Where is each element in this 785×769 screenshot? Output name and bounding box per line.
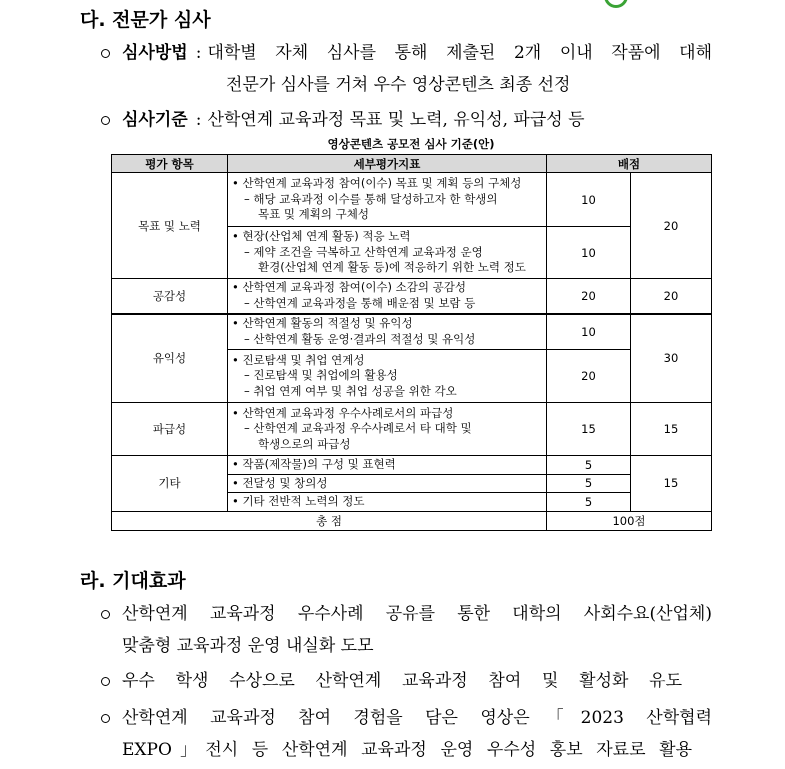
circle-bullet-icon: [97, 40, 113, 66]
indicator-cell: [228, 173, 547, 227]
score-cell: 10: [547, 314, 631, 350]
header-category: 평가 항목: [112, 155, 228, 173]
score-cell: 5: [547, 456, 631, 475]
indicator-cell: [228, 314, 547, 350]
category-cell: 공감성: [112, 279, 228, 314]
score-cell: 5: [547, 474, 631, 493]
indicator-dash: – 취업 연계 여부 및 취업 성공을 위한 각오: [244, 383, 457, 398]
indicator-bullet: • 기타 전반적 노력의 정도: [232, 494, 365, 508]
table-caption: 영상콘텐츠 공모전 심사 기준(안): [327, 137, 495, 151]
indicator-cell: [228, 474, 547, 493]
indicator-dash: – 제약 조건을 극복하고 산학연계 교육과정 운영: [244, 244, 483, 259]
circle-bullet-icon: [97, 601, 113, 627]
review-method-text: 대학별 자체 심사를 통해 제출된 2개 이내 작품에 대해: [207, 43, 712, 63]
table-row: [112, 173, 712, 227]
category-cell: 목표 및 노력: [112, 173, 228, 279]
score-cell: 20: [547, 350, 631, 403]
header-indicator: 세부평가지표: [228, 155, 547, 173]
indicator-cont: 학생으로의 파급성: [258, 436, 351, 451]
effect-item-3-line2: EXPO」전시 등 산학연계 교육과정 운영 우수성 홍보 자료로 활용: [122, 740, 692, 760]
table-row: [112, 314, 712, 350]
section-heading-effects: 라. 기대효과: [80, 570, 186, 592]
indicator-cell: [228, 227, 547, 279]
indicator-bullet: • 작품(제작물)의 구성 및 표현력: [232, 457, 396, 471]
indicator-bullet: • 산학연계 교육과정 참여(이수) 목표 및 계획 등의 구체성: [232, 176, 522, 191]
total-cell: 20: [631, 279, 712, 314]
total-label: 총 점: [112, 511, 547, 530]
total-cell: 15: [631, 403, 712, 456]
indicator-cell: [228, 456, 547, 475]
logo-icon: [604, 0, 628, 8]
indicator-dash: – 산학연계 교육과정 우수사례로서 타 대학 및: [244, 421, 472, 436]
total-cell: 20: [631, 173, 712, 279]
table-row: [112, 403, 712, 456]
indicator-bullet: • 전달성 및 창의성: [232, 475, 328, 490]
indicator-bullet: • 진로탐색 및 취업 연계성: [232, 352, 365, 367]
indicator-dash: – 해당 교육과정 이수를 통해 달성하고자 한 학생의: [244, 191, 498, 206]
indicator-bullet: • 산학연계 교육과정 우수사례로서의 파급성: [232, 405, 454, 420]
review-method-line1: [122, 40, 712, 66]
score-cell: 5: [547, 493, 631, 512]
effect-item-3-line1: 산학연계 교육과정 참여 경험을 담은 영상은「2023 산학협력: [122, 708, 712, 728]
indicator-bullet: • 현장(산업체 연계 활동) 적응 노력: [232, 229, 411, 244]
table-row: [112, 279, 712, 314]
review-method-colon: :: [195, 43, 202, 63]
indicator-cell: [228, 403, 547, 456]
review-criteria-text: 산학연계 교육과정 목표 및 노력, 유익성, 파급성 등: [207, 110, 585, 130]
header-score: 배점: [547, 155, 712, 173]
indicator-bullet: • 산학연계 교육과정 참여(이수) 소감의 공감성: [232, 280, 466, 295]
indicator-cell: [228, 350, 547, 403]
indicator-cell: [228, 279, 547, 314]
criteria-table: [111, 154, 712, 531]
review-criteria-line: [122, 107, 585, 133]
section-heading-review: 다. 전문가 심사: [80, 9, 211, 31]
category-cell: 유익성: [112, 314, 228, 403]
table-total-row: [112, 511, 712, 530]
score-cell: 20: [547, 279, 631, 314]
indicator-bullet: • 산학연계 활동의 적절성 및 유익성: [232, 316, 413, 331]
total-value: 100점: [547, 511, 712, 530]
indicator-dash: – 진로탐색 및 취업에의 활용성: [244, 368, 398, 383]
review-criteria-colon: :: [195, 110, 202, 130]
table-row: [112, 456, 712, 475]
circle-bullet-icon: [97, 107, 113, 133]
indicator-cont: 환경(산업체 연계 활동 등)에 적응하기 위한 노력 정도: [258, 260, 526, 275]
effect-item-2-line1: 우수 학생 수상으로 산학연계 교육과정 참여 및 활성화 유도: [122, 671, 682, 691]
review-criteria-term: 심사기준: [122, 110, 188, 130]
review-method-line2: 전문가 심사를 거쳐 우수 영상콘텐츠 최종 선정: [226, 75, 571, 95]
score-cell: 10: [547, 227, 631, 279]
indicator-dash: – 산학연계 활동 운영·결과의 적절성 및 유익성: [244, 331, 476, 346]
circle-bullet-icon: [97, 705, 113, 731]
indicator-cont: 목표 및 계획의 구체성: [258, 207, 369, 222]
total-cell: 30: [631, 314, 712, 403]
category-cell: 기타: [112, 456, 228, 512]
score-cell: 10: [547, 173, 631, 227]
effect-item-1-line2: 맞춤형 교육과정 운영 내실화 도모: [122, 636, 374, 656]
indicator-dash: – 산학연계 교육과정을 통해 배운점 및 보람 등: [244, 295, 476, 310]
total-cell: 15: [631, 456, 712, 512]
category-cell: 파급성: [112, 403, 228, 456]
circle-bullet-icon: [97, 668, 113, 694]
indicator-cell: [228, 493, 547, 512]
effect-item-1-line1: 산학연계 교육과정 우수사례 공유를 통한 대학의 사회수요(산업체): [122, 604, 712, 624]
score-cell: 15: [547, 403, 631, 456]
review-method-term: 심사방법: [122, 43, 188, 63]
